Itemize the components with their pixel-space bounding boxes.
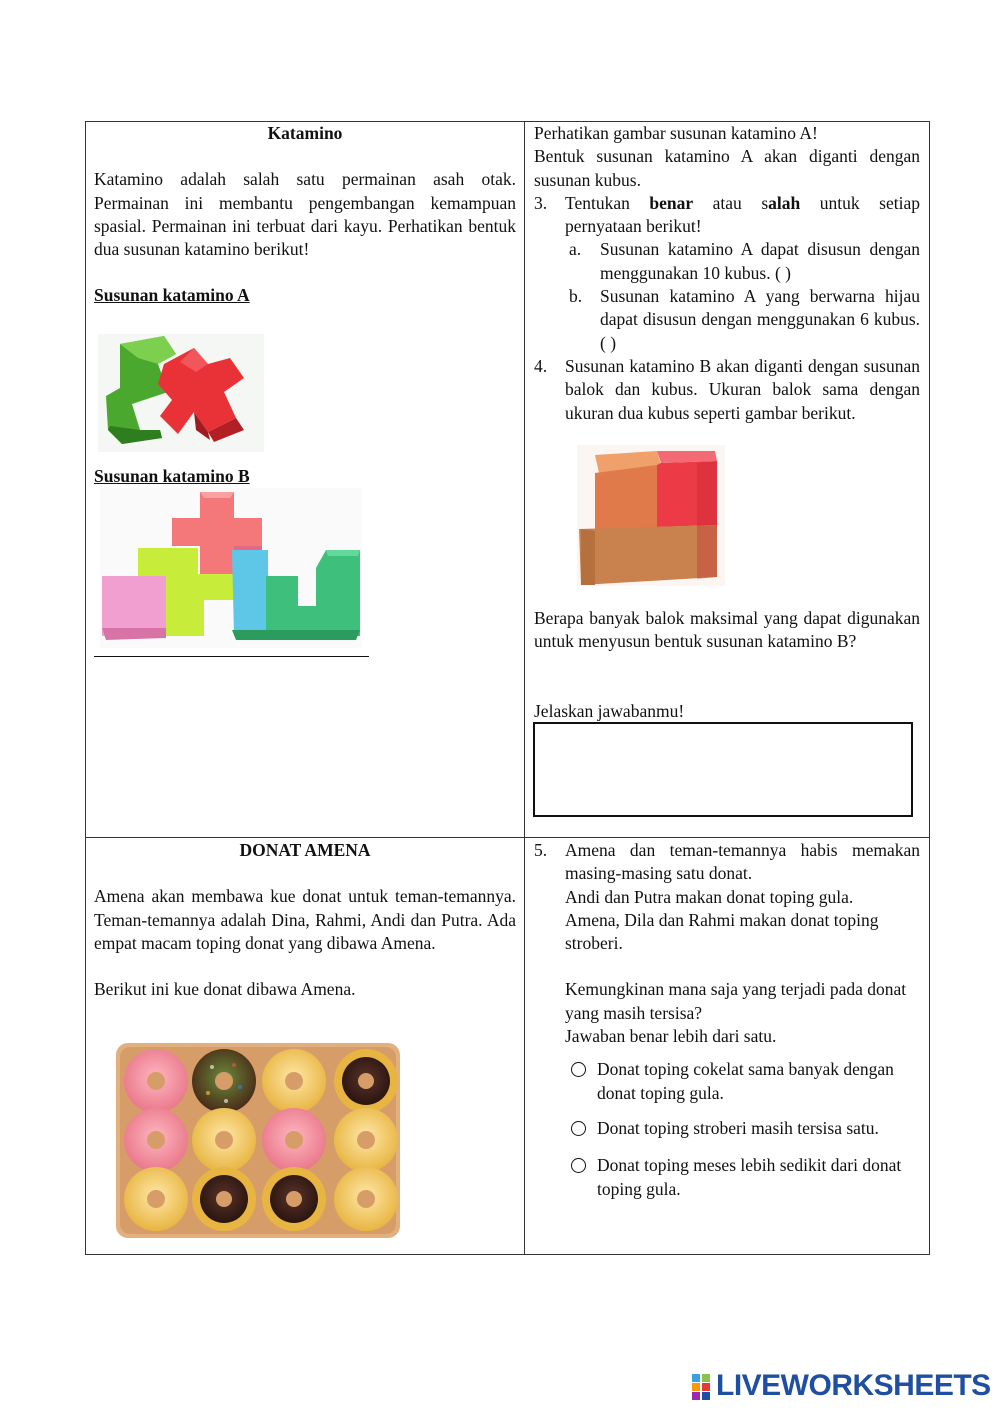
katamino-intro: Katamino adalah salah satu permainan asah otak. Permainan ini membantu pengembangan kemampuan spasial. Permainan ini terbuat dari kayu. Perhatikan bentuk dua susunan katamino berikut! (94, 169, 516, 260)
donat-caption: Berikut ini kue donat dibawa Amena. (94, 979, 356, 1000)
answer-textbox[interactable] (533, 722, 913, 817)
radio-option-1[interactable] (571, 1062, 586, 1077)
katamino-title: Katamino (267, 123, 343, 143)
question-4-prompt: Berapa banyak balok maksimal yang dapat digunakan untuk menyusun bentuk susunan katamino B? (534, 608, 920, 652)
donat-cell (94, 839, 516, 1001)
block-cube-image (577, 445, 725, 586)
blank-line (94, 656, 369, 657)
katamino-a-image (98, 334, 264, 452)
instruction-line-2: Bentuk susunan katamino A akan diganti dengan susunan kubus. (534, 146, 920, 190)
explain-label: Jelaskan jawabanmu! (534, 701, 685, 721)
radio-option-2[interactable] (571, 1121, 586, 1136)
liveworksheets-logo-icon (692, 1373, 712, 1399)
question-3a: a. Susunan katamino A dapat disusun dengan menggunakan 10 kubus. ( ) (569, 239, 920, 283)
option-1[interactable]: Donat toping cokelat sama banyak dengan donat toping gula. (565, 1058, 920, 1105)
radio-option-3[interactable] (571, 1158, 586, 1173)
question-3: 3. Tentukan benar atau salah untuk setiap pernyataan berikut! (534, 192, 920, 237)
katamino-cell (94, 122, 516, 308)
option-3[interactable]: Donat toping meses lebih sedikit dari donat toping gula. (565, 1154, 920, 1201)
question-3b: b. Susunan katamino A yang berwarna hijau dapat disusun dengan menggunakan 6 kubus. ( ) (569, 286, 920, 353)
table-divider-horizontal (85, 837, 930, 838)
liveworksheets-logo (692, 1369, 991, 1403)
table-divider-vertical (524, 121, 525, 1255)
questions-cell (534, 122, 920, 425)
question-5: 5. Amena dan teman-temannya habis memakan masing-masing satu donat. Andi dan Putra makan donat toping gula. Amena, Dila dan Rahmi makan donat toping stroberi. Kemungkinan mana saja yang terjadi pada donat yang masih tersisa? Jawaban benar lebih dari satu. (534, 840, 920, 1047)
donat-intro: Amena akan membawa kue donat untuk teman-temannya. Teman-temannya adalah Dina, Rahmi, Andi dan Putra. Ada empat macam toping donat yang dibawa Amena. (94, 886, 516, 953)
donut-tray-image (116, 1043, 400, 1238)
donat-title: DONAT AMENA (239, 840, 371, 860)
liveworksheets-logo-text: LIVEWORKSHEETS (716, 1369, 991, 1403)
instruction-line-1: Perhatikan gambar susunan katamino A! (534, 123, 818, 143)
question-4: 4. Susunan katamino B akan diganti dengan susunan balok dan kubus. Ukuran balok sama dengan ukuran dua kubus seperti gambar berikut. (534, 355, 920, 423)
katamino-b-label: Susunan katamino B (94, 466, 250, 486)
option-2[interactable]: Donat toping stroberi masih tersisa satu. (565, 1117, 920, 1142)
katamino-b-image (100, 488, 362, 648)
q5-cell (534, 839, 920, 1201)
katamino-a-label: Susunan katamino A (94, 285, 250, 306)
